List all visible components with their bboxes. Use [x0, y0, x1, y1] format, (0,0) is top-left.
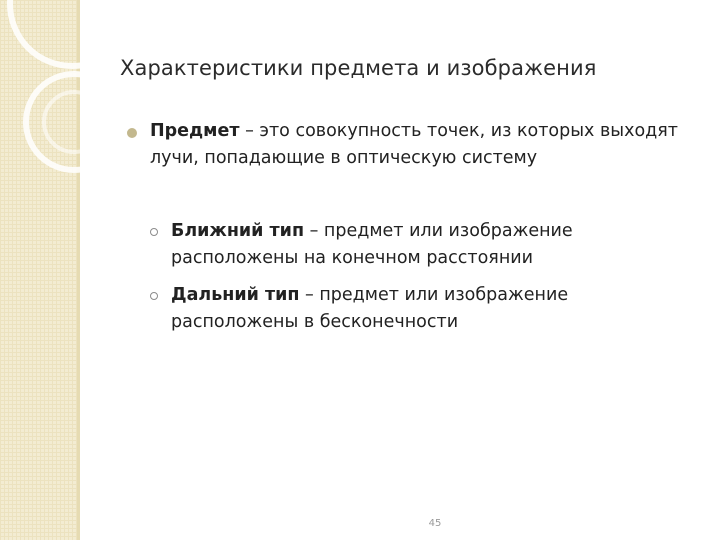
- sub-bullet-item-far: [171, 282, 681, 336]
- sub-bullet-text: – предмет или изображение расположены в бесконечности: [171, 285, 569, 332]
- page-number: 45: [428, 518, 442, 529]
- sub-bullet-term: Ближний тип: [171, 221, 305, 241]
- bullet-term: Предмет: [150, 121, 240, 141]
- sub-bullet-term: Дальний тип: [171, 285, 300, 305]
- sub-bullet-item-near: [171, 218, 681, 272]
- bullet-item-object: [150, 118, 695, 172]
- bullet-text: – это совокупность точек, из которых выходят лучи, попадающие в оптическую систему: [150, 121, 678, 168]
- filled-circle-icon: [127, 128, 137, 138]
- sub-bullet-text: – предмет или изображение расположены на конечном расстоянии: [171, 221, 573, 268]
- hollow-circle-icon: [150, 228, 158, 236]
- concentric-arcs-icon: [0, 0, 80, 200]
- slide-title: Характеристики предмета и изображения: [120, 56, 597, 80]
- hollow-circle-icon: [150, 292, 158, 300]
